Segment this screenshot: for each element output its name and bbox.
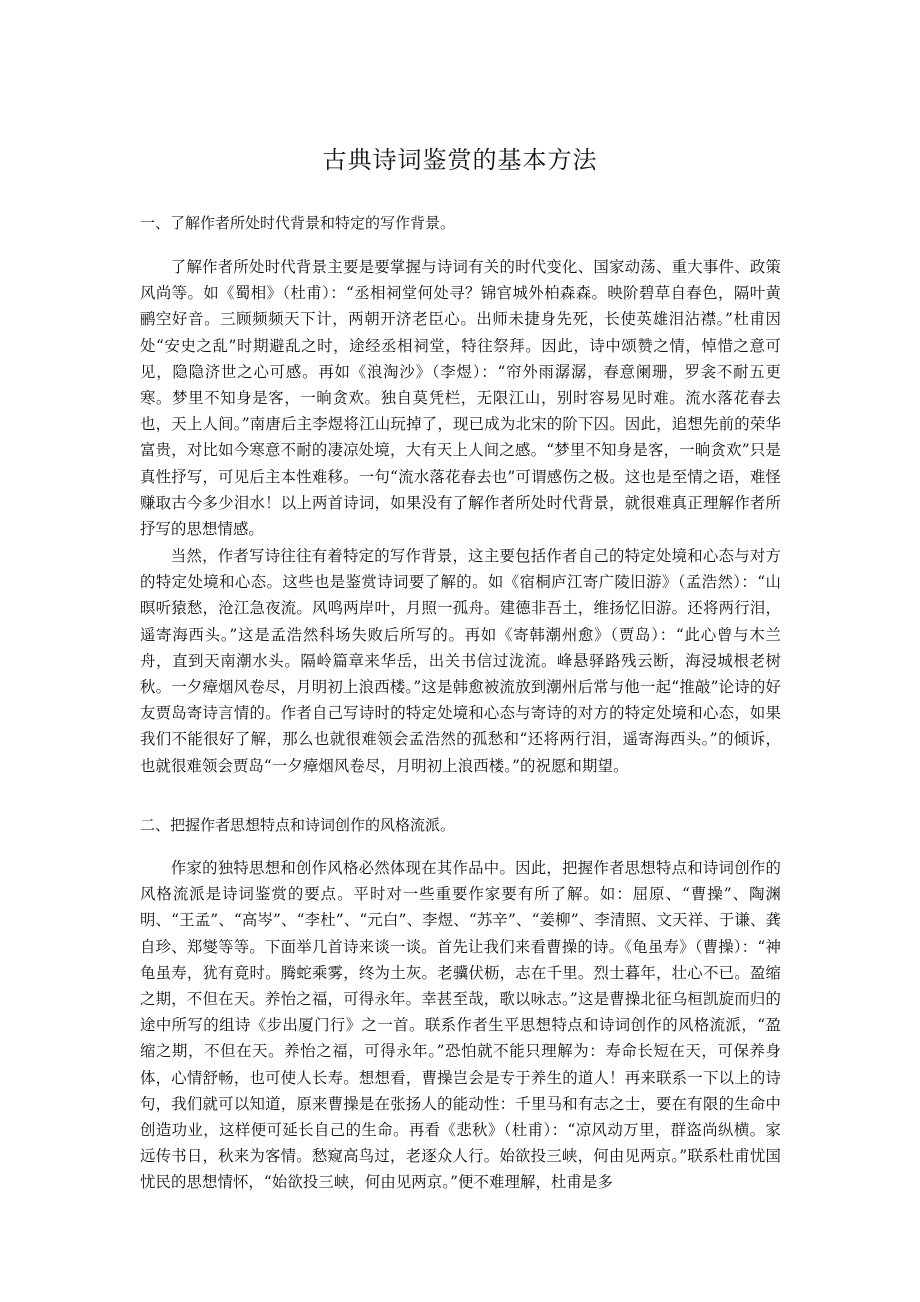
paragraph-1: 了解作者所处时代背景主要是要掌握与诗词有关的时代变化、国家动荡、重大事件、政策风尚等。如《蜀相》（杜甫）：“丞相祠堂何处寻？锦官城外柏森森。映阶碧草自春色，隔叶黄鹂空好音。三顾频频天下计，两朝开济老臣心。出师未捷身先死，长使英雄泪沾襟。”杜甫因处“安史之乱”时期避乱之时，途经丞相祠堂，特往祭拜。因此，诗中颂赞之情，悼惜之意可见，隐隐济世之心可感。再如《浪淘沙》（李煜）：“帘外雨潺潺，春意阑珊，罗衾不耐五更寒。梦里不知身是客，一晌贪欢。独自莫凭栏，无限江山，别时容易见时难。流水落花春去也，天上人间。”南唐后主李煜将江山玩掉了，现已成为北宋的阶下囚。因此，追想先前的荣华富贵，对比如今寒意不耐的凄凉处境，大有天上人间之感。“梦里不知身是客，一晌贪欢”只是真性抒写，可见后主本性难移。一句“流水落花春去也”可谓感伤之极。这也是至情之语，难怪赚取古今多少泪水！以上两首诗词，如果没有了解作者所处时代背景，就很难真正理解作者所抒写的思想情感。 [140,258,781,539]
paragraph-3: 作家的独特思想和创作风格必然体现在其作品中。因此，把握作者思想特点和诗词创作的风格流派是诗词鉴赏的要点。平时对一些重要作家要有所了解。如：屈原、“曹操”、陶渊明、“王孟”、“高岑”、“李杜”、“元白”、李煜、“苏辛”、“姜柳”、李清照、文天祥、于谦、龚自珍、郑燮等等。下面举几首诗来谈一谈。首先让我们来看曹操的诗。《龟虽寿》（曹操）：“神龟虽寿，犹有竟时。腾蛇乘雾，终为土灰。老骥伏枥，志在千里。烈士暮年，壮心不已。盈缩之期，不但在天。养怡之福，可得永年。幸甚至哉，歌以咏志。”这是曹操北征乌桓凯旋而归的途中所写的组诗《步出厦门行》之一首。联系作者生平思想特点和诗词创作的风格流派，“盈缩之期，不但在天。养怡之福，可得永年。”恐怕就不能只理解为：寿命长短在天，可保养身体，心情舒畅，也可使人长寿。想想看，曹操岂会是专于养生的道人！再来联系一下以上的诗句，我们就可以知道，原来曹操是在张扬人的能动性：千里马和有志之士，要在有限的生命中创造功业，这样便可延长自己的生命。再看《悲秋》（杜甫）：“凉风动万里，群盗尚纵横。家远传书日，秋来为客情。愁窥高鸟过，老逐众人行。始欲投三峡，何由见两京。”联系杜甫忧国忧民的思想情怀，“始欲投三峡，何由见两京。”便不难理解，杜甫是多 [140,859,781,1192]
paragraph-2: 当然，作者写诗往往有着特定的写作背景，这主要包括作者自己的特定处境和心态与对方的特定处境和心态。这些也是鉴赏诗词要了解的。如《宿桐庐江寄广陵旧游》（孟浩然）：“山暝听猿愁，沧江急夜流。风鸣两岸叶，月照一孤舟。建德非吾土，维扬忆旧游。还将两行泪，遥寄海西头。”这是孟浩然科场失败后所写的。再如《寄韩潮州愈》（贾岛）：“此心曾与木兰舟，直到天南潮水头。隔岭篇章来华岳，出关书信过泷流。峰悬驿路残云断，海浸城根老树秋。一夕瘴烟风卷尽，月明初上浪西楼。”这是韩愈被流放到潮州后常与他一起“推敲”论诗的好友贾岛寄诗言情的。作者自己写诗时的特定处境和心态与寄诗的对方的特定处境和心态，如果我们不能很好了解，那么也就很难领会孟浩然的孤愁和“还将两行泪，遥寄海西头。”的倾诉，也就很难领会贾岛“一夕瘴烟风卷尽，月明初上浪西楼。”的祝愿和期望。 [140,547,781,775]
section-heading-2: 二、把握作者思想特点和诗词创作的风格流派。 [140,816,456,834]
section-heading-1: 一、了解作者所处时代背景和特定的写作背景。 [140,214,456,232]
document-title: 古典诗词鉴赏的基本方法 [322,146,598,174]
